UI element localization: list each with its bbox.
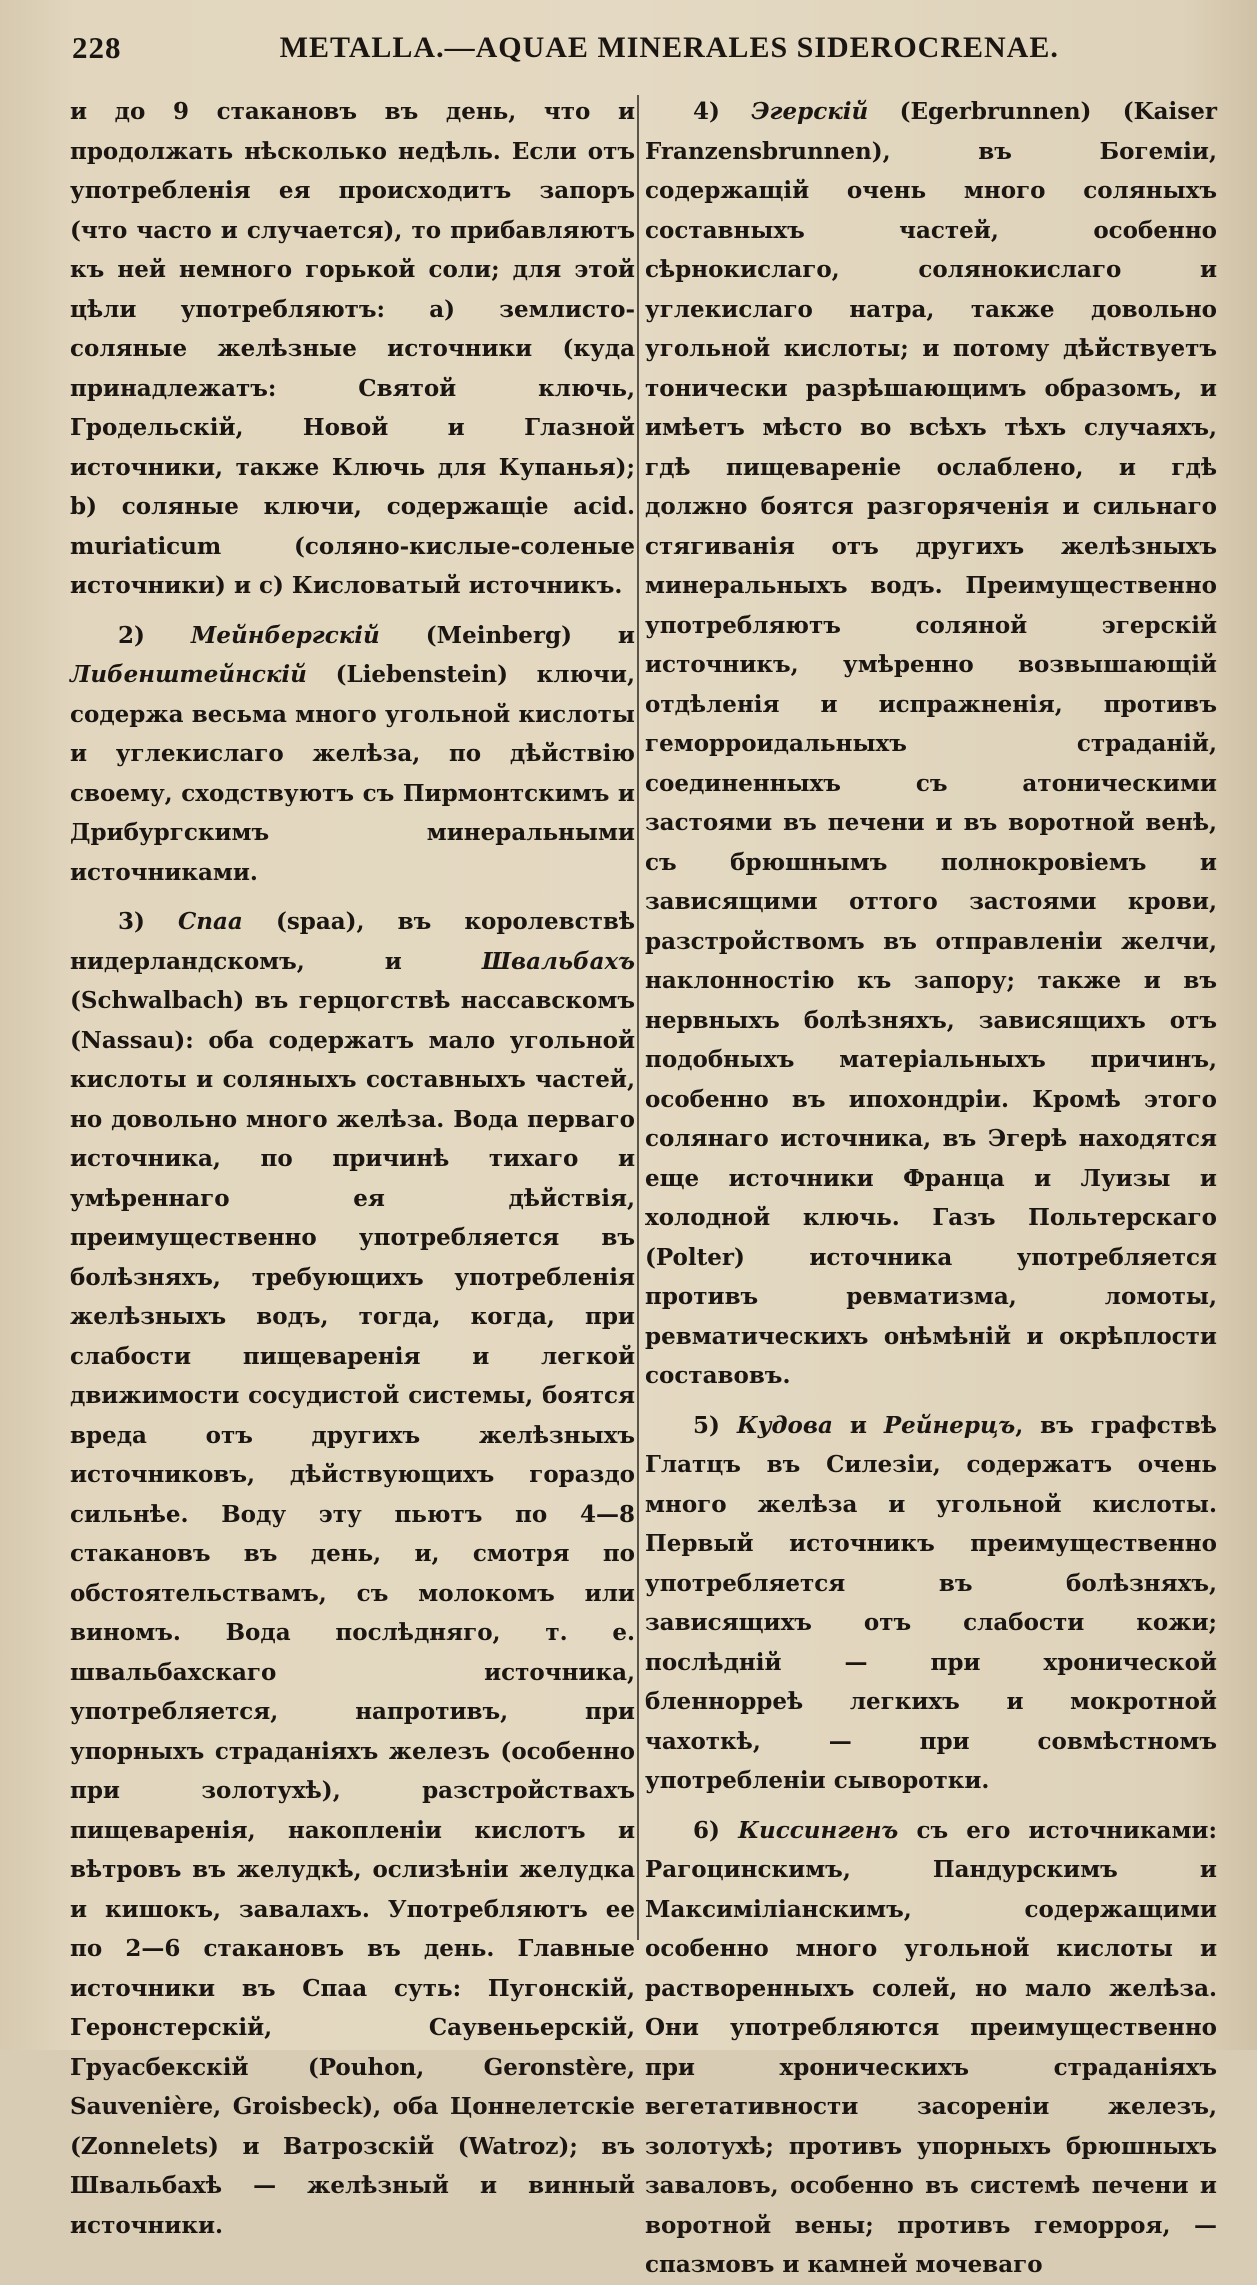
paragraph-text: (Liebenstein) ключи, содержа весьма много угольной кислоты и углекислаго желѣза, по дѣйствію своему, сходствуютъ съ Пирмонтскимъ и Дрибургскимъ минеральными источниками. [70, 661, 635, 886]
paragraph-5 [645, 1406, 1217, 1801]
page-number: 228 [72, 30, 122, 65]
paragraph-6 [645, 1811, 1217, 2285]
spring-name: Эгерскій [751, 98, 869, 125]
spring-name: Швальбахъ [481, 947, 635, 975]
paragraph-text: , въ графствѣ Глатцъ въ Силезіи, содержатъ очень много желѣза и угольной кислоты. Первый источникъ преимущественно употребляется въ болѣзняхъ, зависящихъ отъ слабости кожи; послѣдній — при хронической бленнорреѣ легкихъ и мокротной чахоткѣ, — при совмѣстномъ употребленіи сыворотки. [645, 1411, 1217, 1794]
paragraph-text: съ его источниками: Рагоцинскимъ, Пандурскимъ и Максиміліанскимъ, содержащими особенно много угольной кислоты и растворенныхъ солей, но мало желѣза. Они употребляются преимущественно при хроническихъ страданіяхъ вегетативности засореніи железъ, золотухѣ; противъ упорныхъ брюшныхъ заваловъ, особенно въ системѣ печени и воротной вены; противъ геморроя, — спазмовъ и камней мочеваго [645, 1816, 1217, 2278]
paragraph-3 [70, 902, 635, 2245]
item-number: 6) [693, 1816, 739, 1844]
paragraph-1-continued: и до 9 стакановъ въ день, что и продолжать нѣсколько недѣль. Если отъ употребленія ея происходитъ запоръ (что часто и случается), то прибавляютъ къ ней немного горькой соли; для этой цѣли употребляютъ: a) землисто-соляные желѣзные источники (куда принадлежатъ: Святой ключь, Гродельскій, Новой и Глазной источники, также Ключь для Купанья); b) соляные ключи, содержащіе acid. muriaticum (соляно-кислые-соленые источники) и c) Кисловатый источникъ. [70, 98, 635, 599]
item-number: 4) [693, 98, 752, 125]
paragraph-4 [645, 92, 1217, 1396]
paragraph-text: (Egerbrunnen) (Kaiser Franzensbrunnen), въ Богеміи, содержащій очень много соляныхъ составныхъ частей, особенно сѣрнокислаго, солянокислаго и углекислаго натра, также довольно угольной кислоты; и потому дѣйствуетъ тонически разрѣшающимъ образомъ, и имѣетъ мѣсто во всѣхъ тѣхъ случаяхъ, гдѣ пищевареніе ослаблено, и гдѣ должно боятся разгоряченія и сильнаго стягиванія отъ другихъ желѣзныхъ минеральныхъ водъ. Преимущественно употребляютъ соляной эгерскій источникъ, умѣренно возвышающій отдѣленія и испражненія, противъ геморроидальныхъ страданій, соединенныхъ съ атоническими застоями въ печени и въ воротной венѣ, съ брюшнымъ полнокровіемъ и зависящими оттого застоями крови, разстройствомъ въ отправленіи желчи, наклонностію къ запору; также и въ нервныхъ болѣзняхъ, зависящихъ отъ подобныхъ матеріальныхъ причинъ, особенно въ ипохондріи. Кромѣ этого солянаго источника, въ Эгерѣ находятся еще источники Франца и Луизы и холодной ключь. Газъ Польтерскаго (Polter) источника употребляется противъ ревматизма, ломоты, ревматическихъ онѣмѣній и окрѣплости составовъ. [645, 98, 1217, 1389]
spring-name: Кудова [736, 1411, 833, 1439]
spring-name: Рейнерцъ [883, 1411, 1016, 1439]
paragraph-text: (spaa), въ королевствѣ нидерландскомъ, и [70, 908, 635, 975]
left-column [70, 92, 635, 2239]
item-number: 5) [693, 1411, 737, 1439]
paragraph-text: (Schwalbach) въ герцогствѣ нассавскомъ (Nassau): оба содержатъ мало угольной кислоты и соляныхъ составныхъ частей, но довольно много желѣза. Вода перваго источника, по причинѣ тихаго и умѣреннаго ея дѣйствія, преимущественно употребляется въ болѣзняхъ, требующихъ употребленія желѣзныхъ водъ, тогда, когда, при слабости пищеваренія и легкой движимости сосудистой системы, боятся вреда отъ другихъ желѣзныхъ источниковъ, дѣйствующихъ гораздо сильнѣе. Воду эту пьютъ по 4—8 стакановъ въ день, и, смотря по обстоятельствамъ, съ молокомъ или виномъ. Вода послѣдняго, т. е. швальбахскаго источника, употребляется, напротивъ, при упорныхъ страданіяхъ железъ (особенно при золотухѣ), разстройствахъ пищеваренія, накопленіи кислотъ и вѣтровъ въ желудкѣ, ослизѣніи желудка и кишокъ, завалахъ. Употребляютъ ее по 2—6 стакановъ въ день. Главные источники въ Спаа суть: Пугонскій, Геронстерскій, Саувеньерскій, Груасбекскій (Pouhon, Geronstère, Sauvenière, Groisbeck), оба Цоннелетскіе (Zonnelets) и Ватрозскій (Watroz); въ Швальбахѣ — желѣзный и винный источники. [70, 987, 635, 2239]
running-title: METALLA.—AQUAE MINERALES SIDEROCRENAE. [279, 31, 1059, 64]
paragraph-text: и [832, 1411, 884, 1439]
item-number: 2) [118, 621, 191, 649]
paragraph-text: (Meinberg) и [379, 621, 635, 649]
paragraph-2 [70, 616, 635, 893]
column-divider [637, 95, 639, 1940]
item-number: 3) [118, 908, 178, 935]
right-column [645, 92, 1217, 2278]
spring-name: Либенштейнскій [70, 661, 307, 688]
spring-name: Киссингенъ [738, 1816, 899, 1844]
spring-name: Спаа [178, 908, 243, 935]
page-header [72, 20, 1177, 76]
spring-name: Мейнбергскій [190, 621, 380, 649]
